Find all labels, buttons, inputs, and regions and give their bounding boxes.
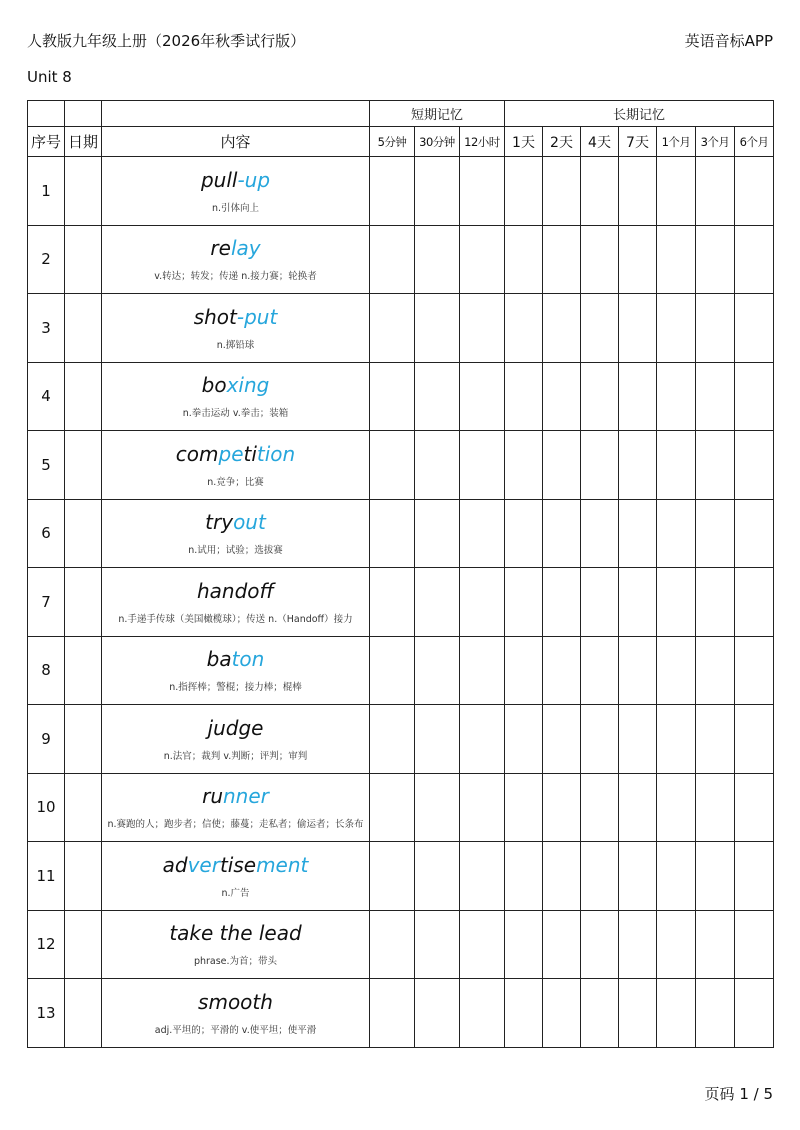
review-checkbox-cell[interactable] [370, 910, 415, 979]
review-checkbox-cell[interactable] [657, 362, 696, 431]
app-name: 英语音标APP [684, 32, 773, 50]
word-syllable-highlight: -put [236, 304, 278, 329]
word-syllable: shot [193, 304, 237, 329]
table-row [28, 979, 774, 1048]
review-checkbox-cell[interactable] [415, 842, 460, 911]
word-syllable: pull [200, 167, 238, 192]
review-checkbox-cell[interactable] [460, 294, 505, 363]
review-checkbox-cell[interactable] [657, 294, 696, 363]
date-cell[interactable] [65, 842, 102, 911]
review-checkbox-cell[interactable] [657, 979, 696, 1048]
word-meaning: adj.平坦的；平滑的 v.使平坦；使平滑 [154, 1024, 317, 1036]
date-cell[interactable] [65, 910, 102, 979]
review-checkbox-cell[interactable] [619, 773, 657, 842]
review-checkbox-cell[interactable] [543, 705, 581, 774]
word-meaning: n.掷铅球 [216, 339, 255, 351]
content-cell [102, 705, 370, 774]
word-syllable-highlight: lay [230, 236, 261, 261]
word-meaning: n.手递手传球（美国橄榄球）；传送 n.（Handoff）接力 [118, 613, 353, 625]
review-checkbox-cell[interactable] [696, 294, 735, 363]
column-header-row [28, 127, 774, 157]
short-term-header: 短期记忆 [370, 101, 505, 127]
review-checkbox-cell[interactable] [505, 568, 543, 637]
review-checkbox-cell[interactable] [370, 294, 415, 363]
word-meaning: n.竞争；比赛 [207, 476, 264, 488]
index-column-header: 序号 [28, 127, 65, 157]
word-syllable-highlight: xing [226, 373, 270, 398]
review-checkbox-cell[interactable] [696, 225, 735, 294]
row-number: 7 [28, 568, 65, 637]
review-checkbox-cell[interactable] [657, 910, 696, 979]
review-checkbox-cell[interactable] [505, 157, 543, 226]
column-header-1m: 1个月 [657, 127, 696, 157]
review-checkbox-cell[interactable] [581, 636, 619, 705]
review-checkbox-cell[interactable] [696, 705, 735, 774]
review-checkbox-cell[interactable] [657, 157, 696, 226]
review-checkbox-cell[interactable] [415, 157, 460, 226]
empty-cell [102, 101, 370, 127]
review-checkbox-cell[interactable] [619, 705, 657, 774]
long-term-header: 长期记忆 [505, 101, 774, 127]
row-number: 12 [28, 910, 65, 979]
column-header-30min: 30分钟 [415, 127, 460, 157]
review-checkbox-cell[interactable] [657, 636, 696, 705]
column-header-1d: 1天 [505, 127, 543, 157]
vocab-word [102, 715, 369, 741]
review-checkbox-cell[interactable] [505, 225, 543, 294]
vocabulary-table [27, 100, 774, 1048]
review-checkbox-cell[interactable] [543, 157, 581, 226]
review-checkbox-cell[interactable] [370, 362, 415, 431]
vocab-word [102, 304, 369, 330]
review-checkbox-cell[interactable] [415, 705, 460, 774]
review-checkbox-cell[interactable] [581, 773, 619, 842]
word-syllable: ba [206, 647, 232, 672]
row-number: 13 [28, 979, 65, 1048]
date-cell[interactable] [65, 225, 102, 294]
date-cell[interactable] [65, 705, 102, 774]
review-checkbox-cell[interactable] [735, 773, 774, 842]
vocab-word [102, 441, 369, 467]
review-checkbox-cell[interactable] [657, 568, 696, 637]
word-syllable-highlight: ton [231, 647, 265, 672]
table-row [28, 636, 774, 705]
review-checkbox-cell[interactable] [505, 294, 543, 363]
review-checkbox-cell[interactable] [460, 431, 505, 500]
vocab-word [102, 920, 369, 946]
row-number: 6 [28, 499, 65, 568]
review-checkbox-cell[interactable] [505, 979, 543, 1048]
review-checkbox-cell[interactable] [735, 294, 774, 363]
review-checkbox-cell[interactable] [581, 705, 619, 774]
vocab-word [102, 167, 369, 193]
date-cell[interactable] [65, 362, 102, 431]
review-checkbox-cell[interactable] [696, 431, 735, 500]
review-checkbox-cell[interactable] [460, 568, 505, 637]
review-checkbox-cell[interactable] [581, 568, 619, 637]
vocab-word [102, 989, 369, 1015]
word-syllable: handoff [197, 578, 274, 603]
content-cell [102, 979, 370, 1048]
table-row [28, 842, 774, 911]
review-checkbox-cell[interactable] [415, 225, 460, 294]
review-checkbox-cell[interactable] [415, 294, 460, 363]
word-meaning: n.拳击运动 v.拳击；装箱 [182, 408, 289, 420]
review-checkbox-cell[interactable] [581, 362, 619, 431]
review-checkbox-cell[interactable] [415, 499, 460, 568]
review-checkbox-cell[interactable] [619, 568, 657, 637]
column-header-2d: 2天 [543, 127, 581, 157]
review-checkbox-cell[interactable] [735, 157, 774, 226]
content-cell [102, 842, 370, 911]
review-checkbox-cell[interactable] [370, 636, 415, 705]
content-cell [102, 362, 370, 431]
review-checkbox-cell[interactable] [505, 636, 543, 705]
word-syllable-highlight: tion [256, 441, 296, 466]
review-checkbox-cell[interactable] [415, 362, 460, 431]
review-checkbox-cell[interactable] [735, 225, 774, 294]
content-cell [102, 910, 370, 979]
word-syllable-highlight: ment [256, 852, 309, 877]
word-meaning: n.指挥棒；警棍；接力棒；棍棒 [169, 682, 302, 694]
content-cell [102, 499, 370, 568]
review-checkbox-cell[interactable] [505, 705, 543, 774]
review-checkbox-cell[interactable] [696, 979, 735, 1048]
review-checkbox-cell[interactable] [735, 979, 774, 1048]
table-row [28, 499, 774, 568]
review-checkbox-cell[interactable] [460, 842, 505, 911]
review-checkbox-cell[interactable] [657, 842, 696, 911]
review-checkbox-cell[interactable] [696, 362, 735, 431]
vocab-word [102, 578, 369, 604]
review-checkbox-cell[interactable] [657, 499, 696, 568]
review-checkbox-cell[interactable] [543, 773, 581, 842]
unit-label: Unit 8 [27, 68, 72, 86]
review-checkbox-cell[interactable] [415, 910, 460, 979]
word-syllable: re [210, 236, 231, 261]
vocab-word [102, 852, 369, 878]
empty-cell [28, 101, 65, 127]
review-checkbox-cell[interactable] [735, 705, 774, 774]
content-cell [102, 294, 370, 363]
content-column-header: 内容 [102, 127, 370, 157]
review-checkbox-cell[interactable] [415, 636, 460, 705]
word-syllable-highlight: nner [223, 784, 269, 809]
review-checkbox-cell[interactable] [735, 499, 774, 568]
review-checkbox-cell[interactable] [370, 431, 415, 500]
review-checkbox-cell[interactable] [619, 362, 657, 431]
word-syllable: ru [202, 784, 223, 809]
date-cell[interactable] [65, 568, 102, 637]
content-cell [102, 431, 370, 500]
review-checkbox-cell[interactable] [696, 157, 735, 226]
review-checkbox-cell[interactable] [657, 225, 696, 294]
document-title: 人教版九年级上册（2026年秋季试行版） [27, 32, 306, 50]
review-checkbox-cell[interactable] [505, 910, 543, 979]
page-number: 页码 1 / 5 [704, 1085, 773, 1103]
table-row [28, 294, 774, 363]
word-syllable-highlight: -up [237, 167, 271, 192]
review-checkbox-cell[interactable] [505, 362, 543, 431]
date-column-header: 日期 [65, 127, 102, 157]
vocab-word [102, 509, 369, 535]
review-checkbox-cell[interactable] [735, 842, 774, 911]
column-header-6m: 6个月 [735, 127, 774, 157]
content-cell [102, 773, 370, 842]
word-meaning: n.法官；裁判 v.判断；评判；审判 [163, 750, 308, 762]
word-meaning: n.赛跑的人；跑步者；信使；藤蔓；走私者；偷运者；长条布 [107, 819, 364, 831]
review-checkbox-cell[interactable] [460, 705, 505, 774]
date-cell[interactable] [65, 431, 102, 500]
word-syllable: ad [162, 852, 188, 877]
word-syllable: bo [201, 373, 227, 398]
review-checkbox-cell[interactable] [619, 225, 657, 294]
column-header-12h: 12小时 [460, 127, 505, 157]
review-checkbox-cell[interactable] [735, 362, 774, 431]
table-row [28, 705, 774, 774]
review-checkbox-cell[interactable] [460, 979, 505, 1048]
review-checkbox-cell[interactable] [696, 499, 735, 568]
review-checkbox-cell[interactable] [460, 636, 505, 705]
review-checkbox-cell[interactable] [460, 773, 505, 842]
review-checkbox-cell[interactable] [460, 499, 505, 568]
empty-cell [65, 101, 102, 127]
review-checkbox-cell[interactable] [696, 568, 735, 637]
content-cell [102, 636, 370, 705]
table-row [28, 157, 774, 226]
review-checkbox-cell[interactable] [543, 499, 581, 568]
review-checkbox-cell[interactable] [460, 362, 505, 431]
vocab-word [102, 235, 369, 261]
word-syllable: com [175, 441, 219, 466]
review-checkbox-cell[interactable] [581, 499, 619, 568]
review-checkbox-cell[interactable] [543, 225, 581, 294]
date-cell[interactable] [65, 636, 102, 705]
review-checkbox-cell[interactable] [370, 568, 415, 637]
review-checkbox-cell[interactable] [460, 157, 505, 226]
review-checkbox-cell[interactable] [370, 499, 415, 568]
review-checkbox-cell[interactable] [505, 499, 543, 568]
review-checkbox-cell[interactable] [543, 842, 581, 911]
table-row [28, 225, 774, 294]
review-checkbox-cell[interactable] [370, 157, 415, 226]
review-checkbox-cell[interactable] [696, 636, 735, 705]
row-number: 5 [28, 431, 65, 500]
table-row [28, 910, 774, 979]
table-row [28, 362, 774, 431]
review-checkbox-cell[interactable] [505, 431, 543, 500]
review-checkbox-cell[interactable] [619, 910, 657, 979]
review-checkbox-cell[interactable] [735, 910, 774, 979]
review-checkbox-cell[interactable] [657, 705, 696, 774]
word-meaning: n.广告 [221, 887, 250, 899]
column-header-7d: 7天 [619, 127, 657, 157]
review-checkbox-cell[interactable] [370, 225, 415, 294]
row-number: 4 [28, 362, 65, 431]
review-checkbox-cell[interactable] [581, 225, 619, 294]
content-cell [102, 225, 370, 294]
vocab-word [102, 783, 369, 809]
review-checkbox-cell[interactable] [543, 431, 581, 500]
review-checkbox-cell[interactable] [619, 979, 657, 1048]
review-checkbox-cell[interactable] [505, 773, 543, 842]
review-checkbox-cell[interactable] [543, 568, 581, 637]
review-checkbox-cell[interactable] [619, 157, 657, 226]
column-header-3m: 3个月 [696, 127, 735, 157]
vocab-word [102, 646, 369, 672]
review-checkbox-cell[interactable] [505, 842, 543, 911]
word-syllable: try [205, 510, 234, 535]
word-meaning: n.试用；试验；选拔赛 [188, 545, 283, 557]
row-number: 1 [28, 157, 65, 226]
review-checkbox-cell[interactable] [619, 499, 657, 568]
word-syllable: judge [207, 715, 264, 740]
review-checkbox-cell[interactable] [460, 225, 505, 294]
word-syllable: take the lead [169, 921, 302, 946]
review-checkbox-cell[interactable] [370, 842, 415, 911]
date-cell[interactable] [65, 499, 102, 568]
review-checkbox-cell[interactable] [619, 431, 657, 500]
table-row [28, 773, 774, 842]
review-checkbox-cell[interactable] [370, 979, 415, 1048]
word-meaning: v.转达；转发；传递 n.接力赛；轮换者 [154, 271, 317, 283]
row-number: 8 [28, 636, 65, 705]
review-checkbox-cell[interactable] [696, 842, 735, 911]
review-checkbox-cell[interactable] [581, 979, 619, 1048]
review-checkbox-cell[interactable] [581, 157, 619, 226]
date-cell[interactable] [65, 773, 102, 842]
group-header-row [28, 101, 774, 127]
review-checkbox-cell[interactable] [460, 910, 505, 979]
word-syllable-highlight: pe [218, 441, 244, 466]
review-checkbox-cell[interactable] [370, 705, 415, 774]
word-syllable: tise [219, 852, 257, 877]
review-checkbox-cell[interactable] [735, 431, 774, 500]
review-checkbox-cell[interactable] [581, 910, 619, 979]
word-syllable: ti [243, 441, 257, 466]
row-number: 2 [28, 225, 65, 294]
review-checkbox-cell[interactable] [543, 910, 581, 979]
column-header-5min: 5分钟 [370, 127, 415, 157]
review-checkbox-cell[interactable] [619, 294, 657, 363]
word-syllable: smooth [198, 989, 273, 1014]
column-header-4d: 4天 [581, 127, 619, 157]
review-checkbox-cell[interactable] [415, 568, 460, 637]
row-number: 11 [28, 842, 65, 911]
review-checkbox-cell[interactable] [543, 362, 581, 431]
row-number: 10 [28, 773, 65, 842]
date-cell[interactable] [65, 294, 102, 363]
review-checkbox-cell[interactable] [543, 294, 581, 363]
review-checkbox-cell[interactable] [735, 636, 774, 705]
review-checkbox-cell[interactable] [581, 842, 619, 911]
review-checkbox-cell[interactable] [619, 842, 657, 911]
review-checkbox-cell[interactable] [696, 910, 735, 979]
word-meaning: phrase.为首；带头 [193, 956, 278, 968]
content-cell [102, 568, 370, 637]
review-checkbox-cell[interactable] [543, 979, 581, 1048]
date-cell[interactable] [65, 157, 102, 226]
review-checkbox-cell[interactable] [415, 773, 460, 842]
vocab-word [102, 372, 369, 398]
review-checkbox-cell[interactable] [543, 636, 581, 705]
review-checkbox-cell[interactable] [735, 568, 774, 637]
word-meaning: n.引体向上 [211, 202, 260, 214]
table-row [28, 431, 774, 500]
review-checkbox-cell[interactable] [370, 773, 415, 842]
row-number: 3 [28, 294, 65, 363]
review-checkbox-cell[interactable] [581, 294, 619, 363]
review-checkbox-cell[interactable] [415, 431, 460, 500]
row-number: 9 [28, 705, 65, 774]
review-checkbox-cell[interactable] [619, 636, 657, 705]
review-checkbox-cell[interactable] [581, 431, 619, 500]
review-checkbox-cell[interactable] [415, 979, 460, 1048]
table-row [28, 568, 774, 637]
word-syllable-highlight: out [233, 510, 266, 535]
word-syllable-highlight: ver [187, 852, 220, 877]
date-cell[interactable] [65, 979, 102, 1048]
review-checkbox-cell[interactable] [696, 773, 735, 842]
review-checkbox-cell[interactable] [657, 773, 696, 842]
review-checkbox-cell[interactable] [657, 431, 696, 500]
content-cell [102, 157, 370, 226]
